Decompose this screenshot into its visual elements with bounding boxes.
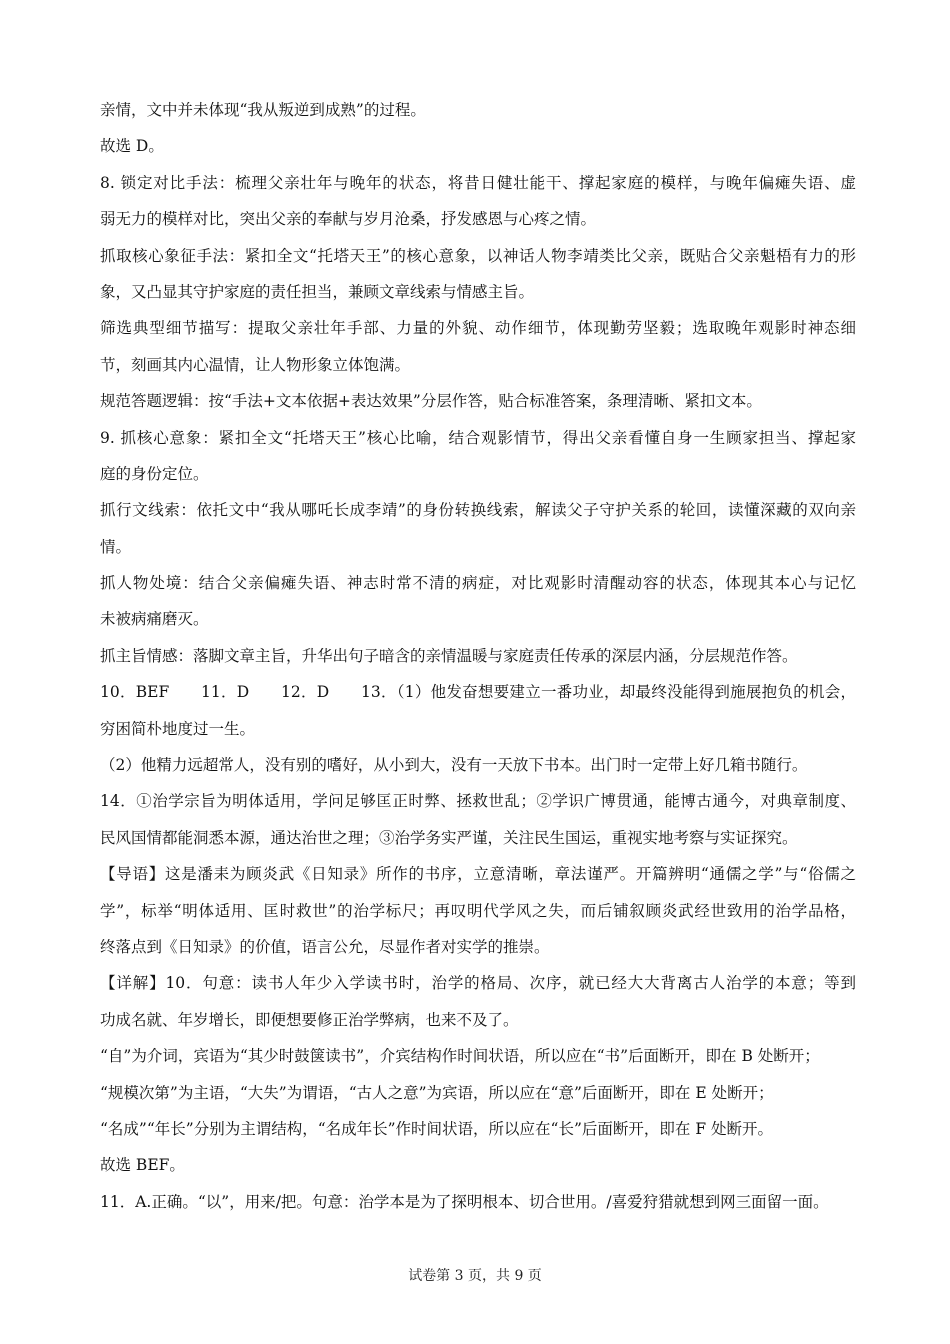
- text-line: 9. 抓核心意象：紧扣全文“托塔天王”核心比喻，结合观影情节，得出父亲看懂自身一生顾家担当、撑起家: [100, 428, 856, 447]
- text-line: 抓人物处境：结合父亲偏瘫失语、神志时常不清的病症，对比观影时清醒动容的状态，体现其本心与记忆: [100, 574, 856, 593]
- text-line: 抓行文线索：依托文中“我从哪吒长成李靖”的身份转换线索，解读父子守护关系的轮回，读懂深藏的双向亲: [100, 501, 856, 520]
- text-line: 抓主旨情感：落脚文章主旨，升华出句子暗含的亲情温暖与家庭责任传承的深层内涵，分层规范作答。: [100, 646, 798, 665]
- text-line: 亲情，文中并未体现“我从叛逆到成熟”的过程。: [100, 101, 426, 119]
- page-footer: 试卷第 3 页，共 9 页: [408, 1268, 542, 1284]
- text-line: 穷困简朴地度过一生。: [100, 719, 256, 738]
- text-line: 10．BEF 11．D 12．D 13．（1）他发奋想要建立一番功业，却最终没能得到施展抱负的机会，: [100, 683, 856, 702]
- text-line: 未被病痛磨灭。: [100, 610, 209, 629]
- text-line: 8. 锁定对比手法：梳理父亲壮年与晚年的状态，将昔日健壮能干、撑起家庭的模样，与晚年偏瘫失语、虚: [100, 173, 856, 192]
- text-line: “自”为介词，宾语为“其少时鼓箧读书”，介宾结构作时间状语，所以应在“书”后面断开，即在 B 处断开；: [100, 1047, 820, 1066]
- text-line: 民风国情都能洞悉本源，通达治世之理；③治学务实严谨，关注民生国运，重视实地考察与实证探究。: [100, 828, 798, 847]
- text-line: （2）他精力远超常人，没有别的嗜好，从小到大，没有一天放下书本。出门时一定带上好几箱书随行。: [100, 756, 808, 775]
- text-line: 【详解】10．句意：读书人年少入学读书时，治学的格局、次序，就已经大大背离古人治学的本意；等到: [100, 974, 856, 993]
- text-line: 14．①治学宗旨为明体适用，学问足够匡正时弊、拯救世乱；②学识广博贯通，能博古通今，对典章制度、: [100, 792, 856, 811]
- answer-text-body: [100, 92, 856, 1220]
- text-line: 情。: [100, 537, 132, 556]
- text-line: 故选 BEF。: [100, 1156, 185, 1175]
- text-line: 11．A.正确。“以”，用来/把。句意：治学本是为了探明根本、切合世用。/喜爱狩猎就想到网三面留一面。: [100, 1192, 829, 1211]
- text-line: 规范答题逻辑：按“手法+文本依据+表达效果”分层作答，贴合标准答案，条理清晰、紧扣文本。: [100, 392, 762, 411]
- text-line: 庭的身份定位。: [100, 464, 209, 483]
- text-line: 【导语】这是潘耒为顾炎武《日知录》所作的书序，立意清晰，章法谨严。开篇辨明“通儒之学”与“俗儒之: [100, 865, 856, 884]
- text-line: 故选 D。: [100, 137, 164, 156]
- text-line: 终落点到《日知录》的价值，语言公允，尽显作者对实学的推崇。: [100, 937, 550, 956]
- text-line: “规模次第”为主语，“大失”为谓语，“古人之意”为宾语，所以应在“意”后面断开，即在 E 处断开；: [100, 1083, 774, 1102]
- text-line: 弱无力的模样对比，突出父亲的奉献与岁月沧桑，抒发感恩与心疼之情。: [100, 210, 597, 229]
- text-line: 学”，标举“明体适用、匡时救世”的治学标尺；再叹明代学风之失，而后铺叙顾炎武经世致用的治学品格，: [100, 901, 856, 920]
- text-line: 功成名就、年岁增长，即便想要修正治学弊病，也来不及了。: [100, 1010, 519, 1029]
- text-line: 象，又凸显其守护家庭的责任担当，兼顾文章线索与情感主旨。: [100, 282, 535, 301]
- text-line: 抓取核心象征手法：紧扣全文“托塔天王”的核心意象，以神话人物李靖类比父亲，既贴合父亲魁梧有力的形: [100, 246, 856, 265]
- text-line: 筛选典型细节描写：提取父亲壮年手部、力量的外貌、动作细节，体现勤劳坚毅；选取晚年观影时神态细: [100, 319, 856, 338]
- text-line: “名成”“年长”分别为主谓结构，“名成年长”作时间状语，所以应在“长”后面断开，即在 F 处断开。: [100, 1119, 774, 1138]
- text-line: 节，刻画其内心温情，让人物形象立体饱满。: [100, 355, 411, 374]
